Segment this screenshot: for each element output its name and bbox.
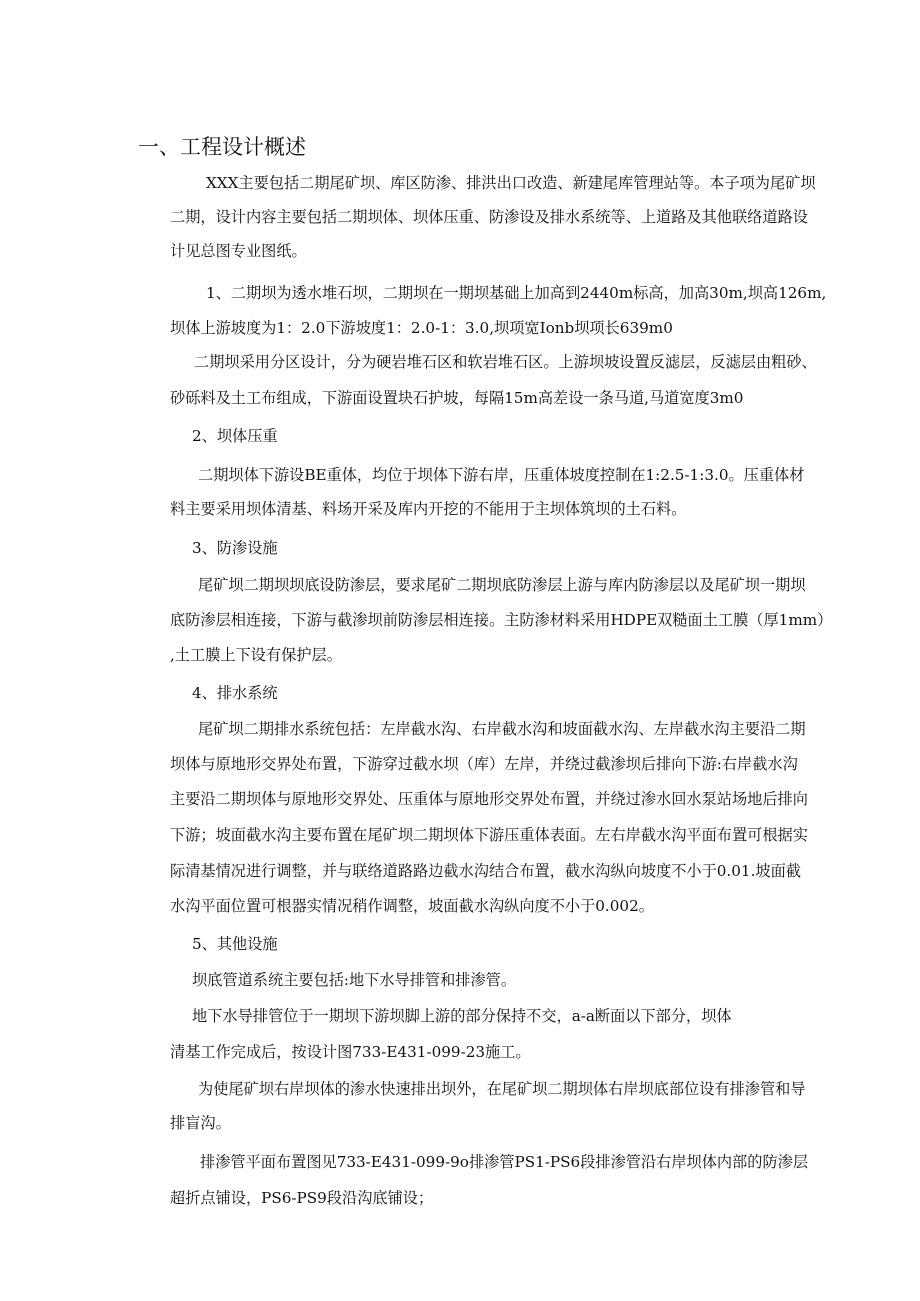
paragraph-line: ,土工膜上下设有保护层。 <box>170 646 342 664</box>
paragraph-line: 排盲沟。 <box>170 1114 231 1132</box>
paragraph-line: 际清基情况进行调整，并与联络道路路边截水沟结合布置，截水沟纵向坡度不小于0.01.坡面截 <box>170 862 801 880</box>
paragraph-line: 清基工作完成后，按设计图733-E431-099-23施工。 <box>170 1043 531 1061</box>
paragraph-line: 计见总图专业图纸。 <box>170 242 307 260</box>
paragraph-line: 1、二期坝为透水堆石坝，二期坝在一期坝基础上加高到2440m标高，加高30m,坝高126m, <box>206 284 827 302</box>
paragraph-line: 主要沿二期坝体与原地形交界处、压重体与原地形交界处布置，并绕过渗水回水泵站场地后排向 <box>170 790 808 808</box>
paragraph-line: 排渗管平面布置图见733-E431-099-9o排渗管PS1-PS6段排渗管沿右岸坝体内部的防渗层 <box>200 1153 809 1171</box>
subheading-seepage-control: 3、防渗设施 <box>192 539 278 557</box>
paragraph-line: 下游；坡面截水沟主要布置在尾矿坝二期坝体下游压重体表面。左右岸截水沟平面布置可根据实 <box>170 826 808 844</box>
paragraph-line: 二期，设计内容主要包括二期坝体、坝体压重、防渗设及排水系统等、上道路及其他联络道路设 <box>170 208 808 226</box>
paragraph-line: 坝底管道系统主要包括:地下水导排管和排渗管。 <box>192 971 517 989</box>
paragraph-line: 地下水导排管位于一期坝下游坝脚上游的部分保持不交，a-a断面以下部分，坝体 <box>192 1007 732 1025</box>
paragraph-line: 砂砾料及土工布组成，下游面设置块石护坡，每隔15m高差设一条马道,马道宽度3m0 <box>170 389 744 407</box>
paragraph-line: 二期坝体下游设BE重体，均位于坝体下游右岸，压重体坡度控制在1:2.5-1:3.0。压重体材 <box>198 466 805 484</box>
paragraph-line: XXX主要包括二期尾矿坝、库区防渗、排洪出口改造、新建尾库管理站等。本子项为尾矿坝 <box>206 174 816 192</box>
paragraph-line: 坝体上游坡度为1：2.0下游坡度1：2.0-1：3.0,坝项宽Ionb坝项长639m0 <box>170 319 673 337</box>
subheading-dam-loading: 2、坝体压重 <box>192 427 278 445</box>
paragraph-line: 底防渗层相连接，下游与截渗坝前防渗层相连接。主防渗材料采用HDPE双糙面土工膜（厚1mm） <box>170 611 833 629</box>
paragraph-line: 为使尾矿坝右岸坝体的渗水快速排出坝外，在尾矿坝二期坝体右岸坝底部位设有排渗管和导 <box>198 1080 806 1098</box>
paragraph-line: 水沟平面位置可根器实情况稍作调整，坡面截水沟纵向度不小于0.002。 <box>170 897 654 915</box>
paragraph-line: 坝体与原地形交界处布置，下游穿过截水坝（库）左岸，并绕过截渗坝后排向下游:右岸截水沟 <box>170 755 798 773</box>
paragraph-line: 料主要采用坝体清基、料场开采及库内开挖的不能用于主坝体筑坝的土石料。 <box>170 500 687 518</box>
subheading-drainage-system: 4、排水系统 <box>192 684 278 702</box>
paragraph-line: 二期坝采用分区设计，分为硬岩堆石区和软岩堆石区。上游坝坡设置反滤层，反滤层由粗砂、 <box>194 353 817 371</box>
paragraph-line: 尾矿坝二期排水系统包括：左岸截水沟、右岸截水沟和坡面截水沟、左岸截水沟主要沿二期 <box>198 720 806 738</box>
section-heading: 一、工程设计概述 <box>138 135 306 159</box>
paragraph-line: 超折点铺设，PS6-PS9段沿沟底铺设； <box>170 1189 434 1207</box>
paragraph-line: 尾矿坝二期坝坝底设防渗层，要求尾矿二期坝底防渗层上游与库内防渗层以及尾矿坝一期坝 <box>198 576 806 594</box>
subheading-other-facilities: 5、其他设施 <box>192 935 278 953</box>
